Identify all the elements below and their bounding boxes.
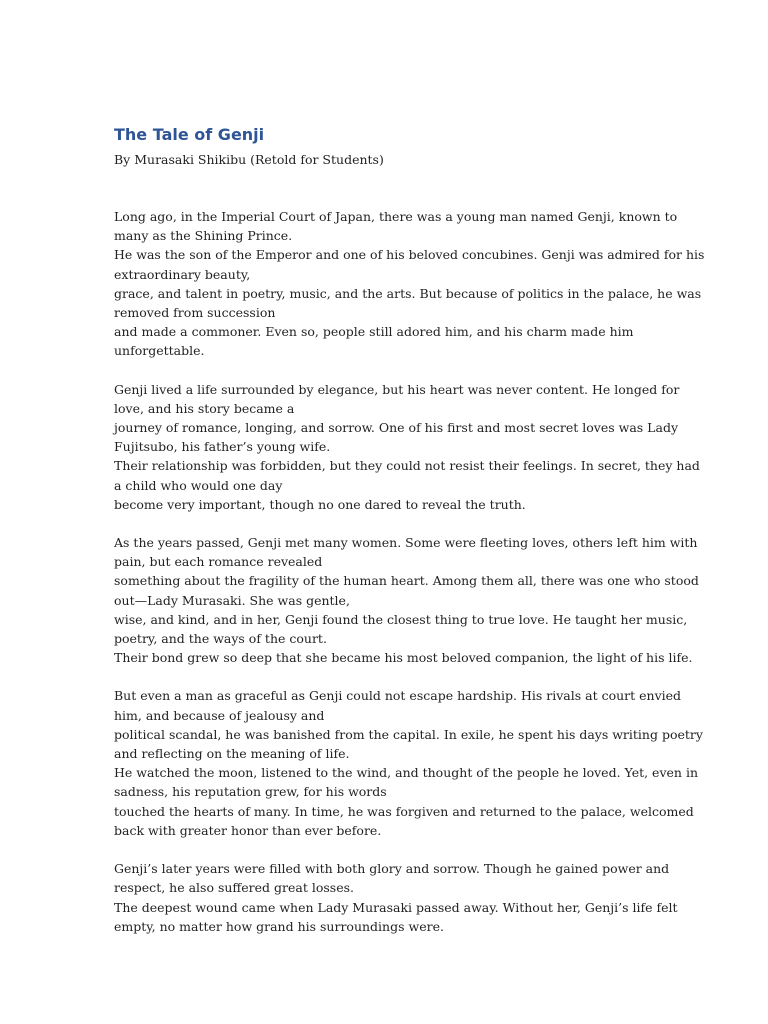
text-line: and reflecting on the meaning of life. (114, 746, 350, 762)
text-line: become very important, though no one dared to reveal the truth. (114, 496, 526, 512)
paragraph (114, 380, 700, 514)
text-line: As the years passed, Genji met many women. Some were fleeting loves, others left him with (114, 535, 698, 551)
text-line: But even a man as graceful as Genji could not escape hardship. His rivals at court envied (114, 688, 682, 704)
text-line: political scandal, he was banished from the capital. In exile, he spent his days writing poetry (114, 726, 703, 742)
text-line: He watched the moon, listened to the wind, and thought of the people he loved. Yet, even in (114, 765, 698, 781)
text-line: respect, he also suffered great losses. (114, 880, 354, 896)
text-line: Their relationship was forbidden, but they could not resist their feelings. In secret, they had (114, 458, 700, 474)
document-body (114, 207, 705, 936)
text-line: touched the hearts of many. In time, he was forgiven and returned to the palace, welcomed (114, 803, 694, 819)
text-line: love, and his story became a (114, 400, 295, 416)
text-line: back with greater honor than ever before. (114, 822, 382, 838)
text-line: out—Lady Murasaki. She was gentle, (114, 592, 350, 608)
text-line: He was the son of the Emperor and one of his beloved concubines. Genji was admired for his (114, 247, 705, 263)
text-line: extraordinary beauty, (114, 266, 251, 282)
paragraph (114, 859, 678, 936)
text-line: wise, and kind, and in her, Genji found the closest thing to true love. He taught her music, (114, 611, 688, 627)
text-line: The deepest wound came when Lady Murasaki passed away. Without her, Genji’s life felt (114, 899, 678, 915)
text-line: poetry, and the ways of the court. (114, 631, 327, 647)
document-title: The Tale of Genji (114, 125, 265, 144)
paragraph (114, 686, 703, 840)
text-line: Their bond grew so deep that she became his most beloved companion, the light of his life. (114, 650, 693, 666)
paragraph (114, 533, 699, 667)
text-line: journey of romance, longing, and sorrow. One of his first and most secret loves was Lady (114, 420, 679, 436)
text-line: something about the fragility of the human heart. Among them all, there was one who stood (114, 573, 699, 589)
text-line: Genji lived a life surrounded by elegance, but his heart was never content. He longed for (114, 381, 680, 397)
text-line: Genji’s later years were filled with both glory and sorrow. Though he gained power and (114, 861, 670, 877)
text-line: removed from succession (114, 305, 276, 321)
document-byline: By Murasaki Shikibu (Retold for Students) (114, 152, 384, 167)
text-line: sadness, his reputation grew, for his words (114, 784, 387, 800)
text-line: many as the Shining Prince. (114, 228, 293, 244)
document-page (114, 124, 705, 955)
paragraph (114, 207, 705, 361)
text-line: Fujitsubo, his father’s young wife. (114, 439, 331, 455)
text-line: a child who would one day (114, 477, 283, 493)
text-line: him, and because of jealousy and (114, 707, 325, 723)
text-line: and made a commoner. Even so, people still adored him, and his charm made him (114, 324, 634, 340)
text-line: pain, but each romance revealed (114, 554, 323, 570)
text-line: unforgettable. (114, 343, 205, 359)
text-line: grace, and talent in poetry, music, and the arts. But because of politics in the palace, he was (114, 285, 702, 301)
text-line: Long ago, in the Imperial Court of Japan, there was a young man named Genji, known to (114, 209, 678, 224)
text-line: empty, no matter how grand his surroundings were. (114, 918, 444, 934)
